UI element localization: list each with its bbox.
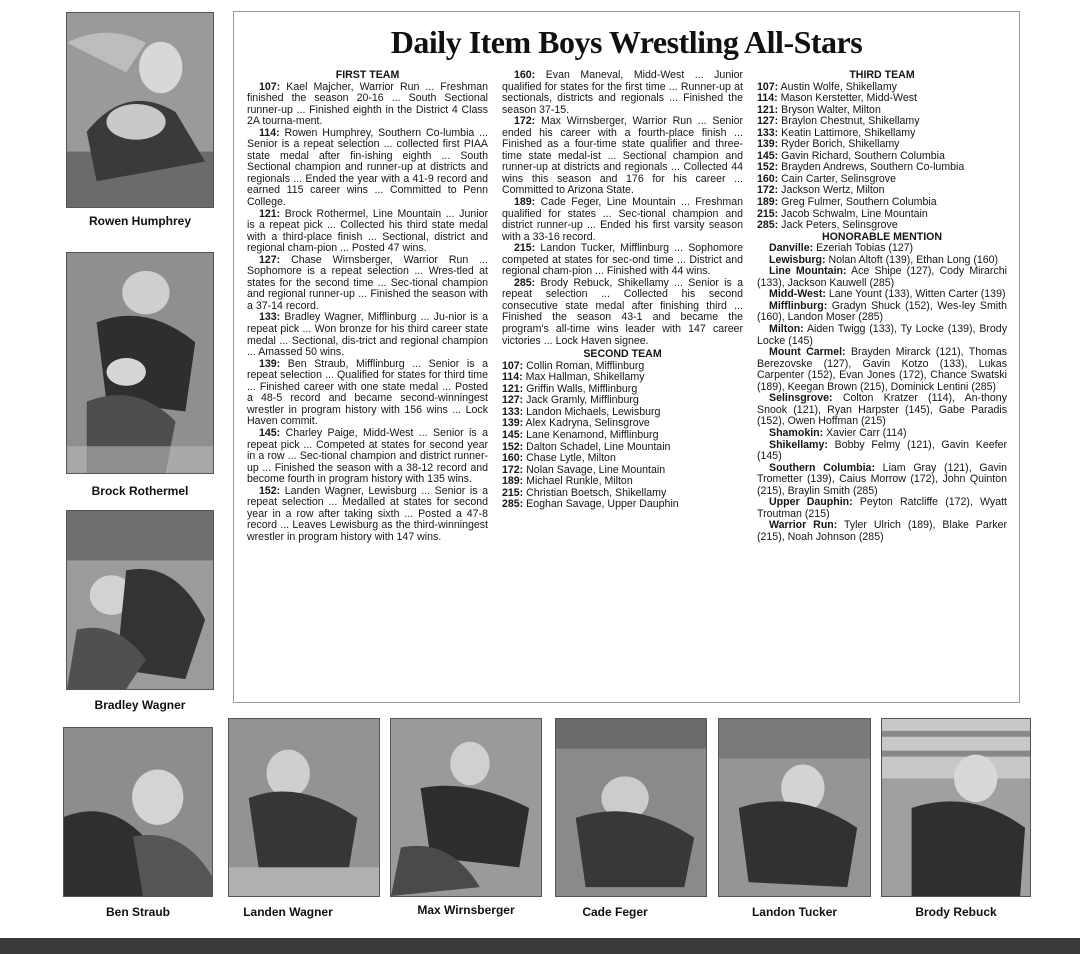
entry-285: 285: Brody Rebuck, Shikellamy ... Senior is a repeat selection ... Collected his second consecutive state medal after finishing third ... Finished the season 43-1 and became the program's all-time wins leader with 147 career victories ... Lock Haven signee. [502,276,743,347]
list-item: 127: Braylon Chestnut, Shikellamy [757,115,920,128]
list-item: 160: Chase Lytle, Milton [502,452,616,465]
entry-215: 215: Landon Tucker, Mifflinburg ... Sophomore competed at states for sec-ond time ... District and regional cham-pion ... Finished with 44 wins. [502,242,743,278]
third-team-list [757,82,1007,232]
list-item: 145: Gavin Richard, Southern Columbia [757,149,945,162]
list-item: 215: Jacob Schwalm, Line Mountain [757,207,928,220]
entry-189: 189: Cade Feger, Line Mountain ... Freshman qualified for states ... Sec-tional champion and district runner-up ... Ended his first varsity season with a 33-16 record. [502,196,743,243]
page-title: Daily Item Boys Wrestling All-Stars [390,24,863,60]
caption-brody-rebuck: Brody Rebuck [915,905,997,919]
list-item: Line Mountain: Ace Shipe (127), Cody Mirarchi (133), Jackson Kauwell (285) [757,265,1007,289]
photo-landen-wagner [228,718,380,897]
caption-max-wirnsberger: Max Wirnsberger [417,903,515,917]
list-item: Mifflinburg: Gradyn Shuck (152), Wes-ley Smith (160), Landon Moser (285) [757,299,1007,324]
list-item: 107: Collin Roman, Mifflinburg [502,359,645,372]
entry-172: 172: Max Wirnsberger, Warrior Run ... Senior ended his career with a fourth-place finish ... Finished as a four-time state qualifier and three-time state medal-ist ... Sectional champion and runner-up at districts and regionals ... Collected 44 wins this season and 176 for his career ... Committed to Arizona State. [502,115,743,197]
entry-107: 107: Kael Majcher, Warrior Run ... Freshman finished the season 20-16 ... South Sectional runner-up ... Finished eighth in the District 4 Class 2A tourna-ment. [247,80,488,128]
entry-133: 133: Bradley Wagner, Mifflinburg ... Ju-nior is a repeat pick ... Won bronze for his third career state medal ... Sectional, dis-trict and regional champion ... Amassed 50 wins. [247,311,488,359]
caption-cade-feger: Cade Feger [582,905,648,919]
photo-brock-rothermel [66,252,214,474]
caption-landon-tucker: Landon Tucker [751,905,838,919]
list-item: 152: Dalton Schadel, Line Mountain [502,440,671,453]
list-item: 139: Alex Kadryna, Selinsgrove [502,417,650,430]
first-team-heading: FIRST TEAM [335,69,400,81]
second-team-list [502,361,743,511]
list-item: 189: Michael Runkle, Milton [502,475,633,488]
list-item: 133: Keatin Lattimore, Shikellamy [757,126,916,139]
list-item: 172: Nolan Savage, Line Mountain [502,463,666,476]
bottom-bar [0,938,1080,954]
entry-127: 127: Chase Wirnsberger, Warrior Run ... Sophomore is a repeat selection ... Wres-tled at states for the second time ... Sec-tional champion and regional runner-up ... Finished the season with a 37-14 record. [247,253,488,312]
caption-bradley-wagner: Bradley Wagner [94,698,186,712]
list-item: 121: Bryson Walter, Milton [757,103,881,116]
entry-139: 139: Ben Straub, Mifflinburg ... Senior is a repeat selection ... Qualified for states for third time ... Finished career with one state medal ... Posted a 48-5 record and became second-winningest wrestler in program history with 156 wins ... Lock Haven commit. [247,357,488,428]
list-item: 172: Jackson Wertz, Milton [757,184,885,197]
list-item: 160: Cain Carter, Selinsgrove [757,172,896,185]
entry-152: 152: Landen Wagner, Lewisburg ... Senior is a repeat selection ... Medalled at states for second year in a row after taking sixth ... Posted a 47-8 record ... Leaves Lewisburg as the third-winningest wrestler in program history with 147 wins. [247,484,488,543]
photo-cade-feger [555,718,707,897]
entry-145: 145: Charley Paige, Midd-West ... Senior is a repeat pick ... Competed at states for second year in a row ... Sec-tional champion and district runner-up ... Finished the season with a 38-12 record and become fourth in program history with 135 wins. [247,426,488,486]
entry-121: 121: Brock Rothermel, Line Mountain ... Junior is a repeat pick ... Collected his third state medal with a third-place finish ... Sectional, district and regional cham-pion ... Posted 47 wins. [247,207,488,255]
list-item: 114: Mason Kerstetter, Midd-West [757,92,917,105]
list-item: 139: Ryder Borich, Shikellamy [757,138,900,151]
list-item: Danville: Ezeriah Tobias (127) [769,242,914,255]
column-first-team [247,70,488,543]
list-item: Lewisburg: Nolan Altoft (139), Ethan Long (160) [769,253,999,266]
caption-rowen-humphrey: Rowen Humphrey [88,214,191,228]
entry-160: 160: Evan Maneval, Midd-West ... Junior qualified for states for the first time ... Runner-up at sectionals, districts and regionals ... Finished the season 37-15. [502,69,743,116]
list-item: Shikellamy: Bobby Felmy (121), Gavin Keefer (145) [757,438,1007,463]
list-item: Upper Dauphin: Peyton Ratcliffe (172), Wyatt Troutman (215) [757,496,1007,520]
list-item: Mount Carmel: Brayden Mirarck (121), Thomas Berezovske (127), Gavin Kotzo (133), Lukas Carpenter (152), Evan Jones (172), Chance Swatski (189), Keegan Brown (215), Dominick Lentini (285) [757,346,1008,393]
list-item: Selinsgrove: Colton Kratzer (114), An-thony Snook (121), Ryan Harpster (145), Gabe Paradis (152), Owen Hoffman (215) [757,392,1007,428]
list-item: 285: Eoghan Savage, Upper Dauphin [502,498,679,511]
list-item: Milton: Aiden Twigg (133), Ty Locke (139), Brody Locke (145) [757,323,1007,347]
third-team-heading: THIRD TEAM [849,69,915,81]
honorable-mention-heading: HONORABLE MENTION [821,230,943,243]
photo-bradley-wagner [66,510,214,690]
list-item: 107: Austin Wolfe, Shikellamy [757,80,897,93]
photo-brody-rebuck [881,718,1031,897]
list-item: 152: Brayden Andrews, Southern Co-lumbia [757,161,965,174]
list-item: 215: Christian Boetsch, Shikellamy [502,486,667,499]
photo-landon-tucker [718,718,871,897]
photo-ben-straub [63,727,213,897]
second-team-heading: SECOND TEAM [583,348,662,361]
list-item: 285: Jack Peters, Selinsgrove [757,219,898,232]
list-item: 145: Lane Kenamond, Mifflinburg [502,428,659,441]
entry-114: 114: Rowen Humphrey, Southern Co-lumbia ... Senior is a repeat selection ... collected first PIAA state medal after fin-ishing eighth ... South Sectional champion and runner-up at districts and regionals ... Ended the year with a 41-9 record and earned 115 career wins ... Committed to Penn College. [247,126,488,209]
column-middle [502,70,743,511]
caption-landen-wagner: Landen Wagner [243,905,333,919]
list-item: 127: Jack Gramly, Mifflinburg [502,394,639,407]
list-item: 189: Greg Fulmer, Southern Columbia [757,196,937,209]
caption-brock-rothermel: Brock Rothermel [91,484,189,498]
list-item: 114: Max Hallman, Shikellamy [502,371,645,384]
photo-max-wirnsberger [390,718,542,897]
list-item: Warrior Run: Tyler Ulrich (189), Blake Parker (215), Noah Johnson (285) [757,519,1007,543]
column-third-team [757,70,1007,543]
list-item: Midd-West: Lane Yount (133), Witten Carter (139) [769,288,1006,301]
list-item: 121: Griffin Walls, Mifflinburg [502,382,638,395]
honorable-mention-list [757,243,1007,543]
list-item: Southern Columbia: Liam Gray (121), Gavin Trometter (139), Caius Morrow (172), John Quinton (215), Braylin Smith (285) [757,461,1007,497]
list-item: 133: Landon Michaels, Lewisburg [502,405,661,418]
list-item: Shamokin: Xavier Carr (114) [769,426,907,439]
photo-rowen-humphrey [66,12,214,208]
caption-ben-straub: Ben Straub [105,905,170,919]
